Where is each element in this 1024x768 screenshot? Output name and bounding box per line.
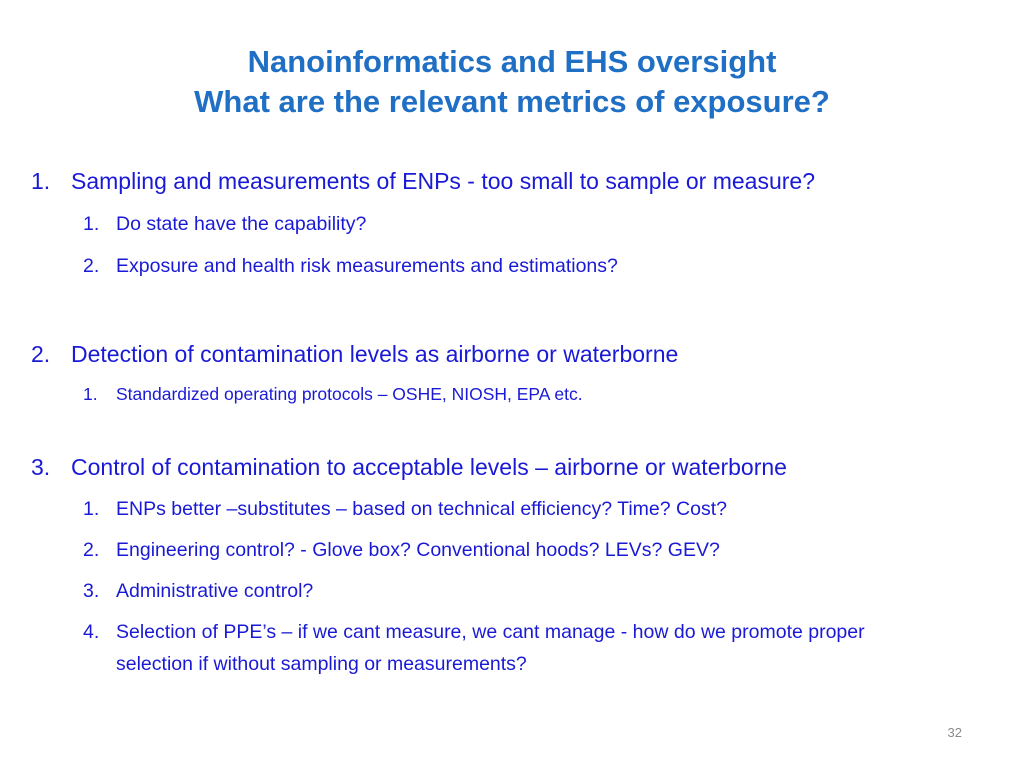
sub-list-item-number: 1. [83,384,98,404]
list-item [31,453,787,481]
list-item-text: Control of contamination to acceptable levels – airborne or waterborne [71,454,787,480]
sub-list-item-number: 4. [83,621,100,643]
list-item [31,167,815,195]
list-item-text: Detection of contamination levels as airborne or waterborne [71,341,679,367]
sub-list-item-text: ENPs better –substitutes – based on technical efficiency? Time? Cost? [116,498,727,520]
sub-list-item [83,534,936,566]
sub-list-item [83,250,936,282]
sub-list-item-text: Exposure and health risk measurements and estimations? [116,255,618,277]
list-item-number: 2. [31,341,51,367]
sub-list-item-text: Standardized operating protocols – OSHE, NIOSH, EPA etc. [116,384,583,404]
sub-list-item [83,616,936,680]
sub-list-item [83,493,936,525]
title-line-2: What are the relevant metrics of exposure? [194,84,830,119]
sub-list-item [83,378,936,410]
sub-list-item-text: Administrative control? [116,580,314,602]
list-item [31,340,678,368]
page-number: 32 [947,725,962,740]
title-line-1: Nanoinformatics and EHS oversight [247,44,777,79]
sub-list-item-number: 1. [83,213,100,235]
sub-list-item-number: 3. [83,580,100,602]
sub-list-item-number: 1. [83,498,100,520]
sub-list-item [83,575,936,607]
sub-list-item [83,208,936,240]
list-item-number: 1. [31,168,51,194]
sub-list-item-number: 2. [83,539,100,561]
sub-list-item-text: Selection of PPE’s – if we cant measure, we cant manage - how do we promote proper selection if without sampling or measurements? [116,621,865,675]
list-item-text: Sampling and measurements of ENPs - too small to sample or measure? [71,168,815,194]
sub-list-item-text: Engineering control? - Glove box? Conventional hoods? LEVs? GEV? [116,539,720,561]
sub-list-item-number: 2. [83,255,100,277]
list-item-number: 3. [31,454,51,480]
sub-list-item-text: Do state have the capability? [116,213,367,235]
